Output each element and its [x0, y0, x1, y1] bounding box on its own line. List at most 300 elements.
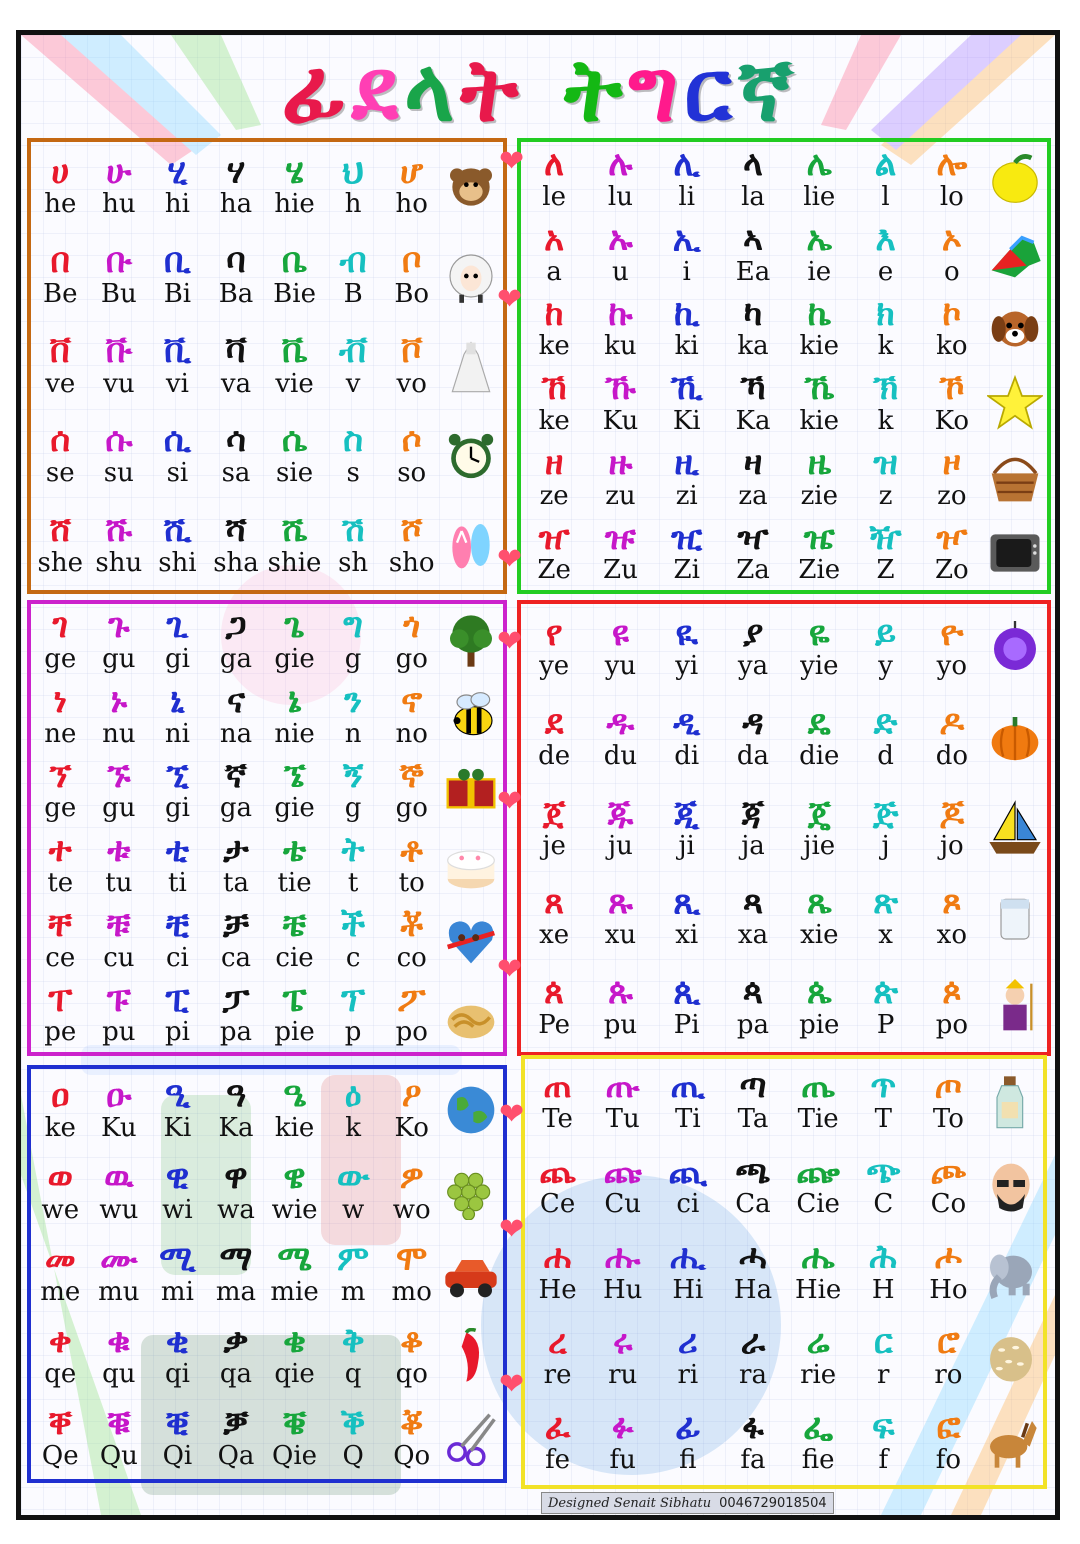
heart-icon: ❤: [497, 282, 523, 317]
latin-transliteration: Ha: [733, 1274, 773, 1305]
letter-cell: [148, 321, 207, 411]
latin-transliteration: jo: [939, 830, 964, 861]
latin-transliteration: kie: [274, 1112, 315, 1143]
fidel-glyph: ጊ: [166, 606, 189, 647]
fidel-glyph: ሾ: [401, 510, 423, 551]
latin-transliteration: la: [741, 181, 765, 212]
star-icon: [987, 375, 1043, 431]
latin-transliteration: to: [398, 867, 425, 898]
fidel-glyph: ጋ: [225, 606, 247, 647]
title-char-1: ፊ: [281, 41, 348, 141]
letter-cell: [382, 1233, 441, 1315]
latin-transliteration: Ka: [218, 1112, 254, 1143]
latin-transliteration: na: [219, 718, 253, 749]
letter-cell: [324, 1069, 383, 1151]
latin-transliteration: fo: [935, 1444, 962, 1475]
letter-cell: [382, 1397, 441, 1479]
letter-cell: [207, 411, 266, 501]
latin-transliteration: sa: [221, 458, 251, 489]
letter-cell: [851, 1059, 916, 1144]
horse-icon: [983, 1414, 1039, 1470]
letter-cell: [207, 753, 266, 828]
letter-cell: [324, 321, 383, 411]
latin-transliteration: Hu: [603, 1274, 643, 1305]
fidel-glyph: ጡ: [605, 1066, 640, 1107]
latin-transliteration: e: [877, 256, 894, 287]
fidel-glyph: ቮ: [401, 330, 423, 371]
latin-transliteration: Z: [876, 555, 895, 586]
letter-cell: [148, 604, 207, 679]
fidel-glyph: ዴ: [807, 703, 831, 744]
title-char-3: ላ: [404, 41, 457, 141]
latin-transliteration: si: [166, 458, 189, 489]
fidel-glyph: ዓ: [225, 1074, 247, 1115]
letter-cell: [851, 1144, 916, 1229]
latin-transliteration: Ze: [537, 555, 571, 586]
panel-le-family: [517, 138, 1051, 594]
heart-icon: ❤: [497, 952, 523, 987]
latin-transliteration: re: [543, 1359, 572, 1390]
panel-ye-family: [517, 600, 1051, 1056]
letter-cell: [655, 1315, 720, 1400]
letter-cell: [324, 1315, 383, 1397]
latin-transliteration: no: [395, 718, 428, 749]
letter-cell: [382, 232, 441, 322]
letter-cell: [786, 1400, 851, 1485]
bee-icon: [443, 688, 499, 744]
letter-cell: [148, 903, 207, 978]
fidel-glyph: ሔ: [801, 1236, 835, 1277]
letter-cell: [916, 1315, 981, 1400]
latin-transliteration: yu: [604, 651, 637, 682]
letter-grid: [525, 1059, 981, 1485]
fidel-glyph: ጂ: [674, 792, 700, 833]
fidel-glyph: ጤ: [801, 1066, 835, 1107]
letter-cell: [207, 679, 266, 754]
letter-cell: [919, 783, 985, 873]
fidel-glyph: ቲ: [165, 830, 189, 871]
letter-cell: [919, 515, 985, 590]
letter-cell: [265, 321, 324, 411]
latin-transliteration: cu: [103, 942, 135, 973]
letter-cell: [916, 1400, 981, 1485]
latin-transliteration: Qa: [217, 1440, 255, 1471]
fidel-glyph: ዘ: [544, 442, 564, 483]
letter-cell: [654, 694, 720, 784]
fidel-glyph: ቱ: [107, 830, 131, 871]
letter-cell: [265, 142, 324, 232]
fidel-glyph: ቂ: [165, 1320, 189, 1361]
television-icon: [987, 525, 1043, 581]
fidel-glyph: ዮ: [940, 613, 964, 654]
latin-transliteration: H: [871, 1274, 895, 1305]
latin-transliteration: wi: [162, 1194, 193, 1225]
latin-transliteration: Hie: [794, 1274, 842, 1305]
letter-cell: [852, 604, 918, 694]
letter-cell: [265, 500, 324, 590]
letter-cell: [851, 1229, 916, 1314]
latin-transliteration: q: [344, 1358, 362, 1389]
letter-cell: [148, 1397, 207, 1479]
latin-transliteration: o: [944, 256, 960, 287]
latin-transliteration: ro: [934, 1359, 963, 1390]
fidel-glyph: ሴ: [281, 420, 308, 461]
letter-cell: [382, 679, 441, 754]
eritrea-map-icon: [987, 226, 1043, 282]
letter-cell: [919, 604, 985, 694]
letter-cell: [587, 604, 653, 694]
letter-cell: [852, 694, 918, 784]
letter-cell: [720, 1144, 785, 1229]
latin-transliteration: qa: [219, 1358, 253, 1389]
fidel-glyph: ማ: [219, 1238, 253, 1279]
letter-cell: [31, 500, 90, 590]
latin-transliteration: sh: [338, 547, 369, 578]
latin-transliteration: m: [340, 1276, 366, 1307]
latin-transliteration: fa: [740, 1444, 766, 1475]
letter-cell: [654, 783, 720, 873]
alphabet-poster: [16, 30, 1060, 1520]
letter-cell: [90, 1151, 149, 1233]
fidel-glyph: ዙ: [608, 442, 633, 483]
fidel-glyph: ጀ: [542, 792, 566, 833]
fidel-glyph: ጮ: [930, 1151, 967, 1192]
letter-cell: [521, 217, 587, 292]
letter-cell: [590, 1400, 655, 1485]
letter-grid: [31, 604, 441, 1052]
basket-icon: [987, 450, 1043, 506]
fidel-glyph: ዳ: [742, 703, 764, 744]
latin-transliteration: p: [344, 1017, 362, 1048]
fidel-glyph: ፐ: [48, 979, 73, 1020]
letter-cell: [852, 142, 918, 217]
letter-cell: [587, 291, 653, 366]
latin-transliteration: g: [344, 793, 362, 824]
latin-transliteration: da: [736, 740, 770, 771]
fidel-glyph: ተ: [48, 830, 72, 871]
letter-cell: [382, 753, 441, 828]
letter-cell: [852, 366, 918, 441]
letter-cell: [324, 142, 383, 232]
latin-transliteration: hie: [274, 189, 315, 220]
latin-transliteration: gie: [274, 793, 315, 824]
fidel-glyph: ቖ: [400, 1402, 424, 1443]
letter-cell: [587, 366, 653, 441]
letter-cell: [148, 977, 207, 1052]
letter-cell: [587, 873, 653, 963]
letter-cell: [265, 1233, 324, 1315]
fidel-glyph: ያ: [742, 613, 764, 654]
fidel-glyph: ቀ: [48, 1320, 72, 1361]
letter-cell: [786, 694, 852, 784]
latin-transliteration: Be: [43, 278, 78, 309]
letter-cell: [852, 217, 918, 292]
latin-transliteration: ke: [538, 405, 570, 436]
letter-cell: [655, 1400, 720, 1485]
latin-transliteration: je: [542, 830, 566, 861]
letter-cell: [31, 321, 90, 411]
letter-cell: [852, 873, 918, 963]
letter-cell: [919, 217, 985, 292]
lemon-icon: [987, 151, 1043, 207]
fidel-glyph: ሙ: [100, 1238, 138, 1279]
latin-transliteration: shie: [267, 547, 322, 578]
letter-cell: [654, 604, 720, 694]
fidel-glyph: ዉ: [104, 1156, 134, 1197]
letter-cell: [521, 366, 587, 441]
latin-transliteration: Ku: [101, 1112, 137, 1143]
latin-transliteration: qu: [102, 1358, 136, 1389]
fidel-glyph: ፔ: [282, 979, 307, 1020]
fidel-glyph: ስ: [343, 420, 364, 461]
fidel-glyph: ቴ: [283, 830, 307, 871]
letter-cell: [90, 753, 149, 828]
heart-icon: ❤: [499, 1367, 525, 1402]
latin-transliteration: ca: [220, 942, 252, 973]
latin-transliteration: rie: [800, 1359, 837, 1390]
latin-transliteration: Ki: [672, 405, 701, 436]
fidel-glyph: ዝ: [873, 442, 898, 483]
latin-transliteration: ho: [395, 189, 428, 220]
letter-cell: [587, 217, 653, 292]
latin-transliteration: do: [935, 740, 968, 771]
latin-transliteration: pa: [736, 1009, 770, 1040]
fidel-glyph: ሱ: [105, 420, 133, 461]
fidel-glyph: ጌ: [284, 606, 305, 647]
fidel-glyph: ኾ: [939, 368, 965, 409]
fidel-glyph: ጪ: [668, 1151, 708, 1192]
latin-transliteration: va: [220, 368, 252, 399]
latin-transliteration: hi: [164, 189, 190, 220]
fidel-glyph: ኪ: [673, 293, 700, 334]
car-icon: [443, 1246, 499, 1302]
latin-transliteration: Ti: [675, 1104, 701, 1135]
latin-transliteration: ko: [936, 331, 968, 362]
latin-transliteration: i: [682, 256, 691, 287]
fidel-glyph: ኣ: [743, 218, 763, 259]
fidel-glyph: ሉ: [608, 144, 633, 185]
latin-transliteration: Zie: [798, 555, 841, 586]
fidel-glyph: ቩ: [105, 330, 133, 371]
letter-cell: [655, 1059, 720, 1144]
fidel-glyph: ለ: [544, 144, 565, 185]
latin-transliteration: fie: [801, 1444, 835, 1475]
letter-cell: [786, 217, 852, 292]
latin-transliteration: zu: [605, 480, 636, 511]
letter-cell: [654, 873, 720, 963]
fidel-glyph: ቆ: [400, 1320, 424, 1361]
fidel-glyph: ር: [873, 1322, 893, 1363]
letter-cell: [654, 291, 720, 366]
panel-te-family: [521, 1055, 1047, 1489]
letter-cell: [265, 1397, 324, 1479]
latin-transliteration: nu: [102, 718, 136, 749]
letter-cell: [654, 441, 720, 516]
letter-cell: [31, 753, 90, 828]
fidel-glyph: ቬ: [281, 330, 308, 371]
fidel-glyph: ዪ: [675, 613, 698, 654]
latin-transliteration: ge: [44, 793, 77, 824]
fidel-glyph: ዢ: [671, 517, 703, 558]
latin-transliteration: po: [395, 1017, 428, 1048]
fidel-glyph: ጴ: [806, 972, 832, 1013]
latin-transliteration: Hi: [672, 1274, 704, 1305]
fidel-glyph: ሄ: [285, 151, 304, 192]
letter-cell: [324, 753, 383, 828]
letter-cell: [90, 1397, 149, 1479]
fidel-glyph: ቢ: [164, 241, 191, 282]
latin-transliteration: gu: [102, 643, 136, 674]
latin-transliteration: yie: [800, 651, 839, 682]
letter-cell: [382, 828, 441, 903]
fidel-glyph: ጼ: [806, 882, 832, 923]
heart-icon: ❤: [497, 542, 523, 577]
letter-cell: [525, 1144, 590, 1229]
latin-transliteration: gi: [164, 793, 190, 824]
letter-cell: [31, 679, 90, 754]
fidel-glyph: ሞ: [396, 1238, 428, 1279]
fidel-glyph: ኽ: [873, 368, 899, 409]
fidel-glyph: ኹ: [605, 368, 636, 409]
latin-transliteration: ji: [678, 830, 695, 861]
bald-man-icon: [983, 1159, 1039, 1215]
fidel-glyph: ሂ: [167, 151, 188, 192]
latin-transliteration: xa: [737, 920, 769, 951]
latin-transliteration: ju: [608, 830, 633, 861]
title-char-7: ር: [684, 41, 734, 141]
latin-transliteration: Tie: [797, 1104, 839, 1135]
fidel-glyph: ት: [341, 830, 365, 871]
fidel-glyph: ል: [874, 144, 897, 185]
latin-transliteration: shu: [95, 547, 143, 578]
latin-transliteration: gi: [164, 643, 190, 674]
latin-transliteration: se: [45, 458, 75, 489]
fidel-glyph: ጠ: [543, 1066, 572, 1107]
fidel-glyph: ኸ: [541, 368, 567, 409]
fidel-glyph: መ: [44, 1238, 76, 1279]
letter-cell: [521, 291, 587, 366]
latin-transliteration: go: [395, 643, 428, 674]
latin-transliteration: Ce: [539, 1189, 576, 1220]
latin-transliteration: s: [346, 458, 360, 489]
letter-cell: [382, 1151, 441, 1233]
latin-transliteration: C: [873, 1189, 894, 1220]
fidel-glyph: ቸ: [48, 904, 72, 945]
letter-cell: [786, 441, 852, 516]
fidel-glyph: ፖ: [397, 979, 426, 1020]
latin-transliteration: Cie: [796, 1189, 840, 1220]
fidel-glyph: እ: [875, 218, 896, 259]
fidel-glyph: ዤ: [803, 517, 835, 558]
letter-cell: [786, 962, 852, 1052]
latin-transliteration: li: [678, 181, 696, 212]
fidel-glyph: ጫ: [735, 1151, 771, 1192]
fidel-glyph: ሰ: [50, 420, 71, 461]
fidel-glyph: ድ: [873, 703, 898, 744]
latin-transliteration: y: [878, 651, 893, 682]
letter-cell: [720, 873, 786, 963]
latin-transliteration: lo: [939, 181, 964, 212]
fidel-glyph: ቼ: [282, 904, 307, 945]
fidel-glyph: ኼ: [804, 368, 835, 409]
tree-icon: [443, 613, 499, 669]
latin-transliteration: Ba: [218, 278, 254, 309]
latin-transliteration: he: [44, 189, 77, 220]
cup-icon: [987, 890, 1043, 946]
letter-cell: [207, 977, 266, 1052]
letter-cell: [654, 515, 720, 590]
latin-transliteration: vo: [396, 368, 427, 399]
fidel-glyph: ቅ: [341, 1320, 365, 1361]
letter-cell: [90, 1233, 149, 1315]
letter-cell: [90, 321, 149, 411]
latin-transliteration: mi: [160, 1276, 194, 1307]
chocolate-box-icon: [443, 912, 499, 968]
latin-transliteration: cie: [275, 942, 314, 973]
latin-transliteration: pie: [274, 1017, 315, 1048]
letter-cell: [590, 1229, 655, 1314]
letter-cell: [90, 142, 149, 232]
letter-cell: [382, 411, 441, 501]
latin-transliteration: ka: [737, 331, 769, 362]
letter-cell: [324, 604, 383, 679]
poster-title: [21, 41, 1055, 141]
latin-transliteration: ma: [215, 1276, 257, 1307]
title-char-6: ግ: [628, 41, 681, 141]
latin-transliteration: ga: [219, 643, 253, 674]
latin-transliteration: di: [674, 740, 700, 771]
latin-transliteration: l: [881, 181, 890, 212]
latin-transliteration: tu: [105, 867, 133, 898]
fidel-glyph: ሕ: [869, 1236, 898, 1277]
latin-transliteration: kie: [799, 405, 840, 436]
latin-transliteration: she: [37, 547, 84, 578]
latin-transliteration: t: [347, 867, 359, 898]
fidel-glyph: ጁ: [607, 792, 634, 833]
fidel-glyph: ጅ: [872, 792, 899, 833]
fidel-glyph: ሖ: [934, 1236, 962, 1277]
letter-cell: [720, 142, 786, 217]
latin-transliteration: sha: [213, 547, 259, 578]
fidel-glyph: ዥ: [869, 517, 902, 558]
latin-transliteration: pa: [219, 1017, 253, 1048]
letter-cell: [521, 873, 587, 963]
fidel-glyph: ፑ: [106, 979, 131, 1020]
monkey-icon: [443, 159, 499, 215]
fidel-glyph: ክ: [876, 293, 895, 334]
letter-cell: [720, 291, 786, 366]
letter-cell: [382, 1069, 441, 1151]
latin-transliteration: zie: [800, 480, 838, 511]
letter-cell: [521, 783, 587, 873]
panel-ae-family: [27, 1065, 507, 1483]
latin-transliteration: Ki: [163, 1112, 192, 1143]
fidel-glyph: ረ: [548, 1322, 568, 1363]
fidel-glyph: ሓ: [739, 1236, 767, 1277]
fidel-glyph: ዣ: [737, 517, 769, 558]
fidel-glyph: ይ: [875, 613, 897, 654]
latin-transliteration: Co: [930, 1189, 967, 1220]
latin-transliteration: ge: [44, 643, 77, 674]
letter-cell: [31, 1397, 90, 1479]
letter-cell: [148, 1069, 207, 1151]
letter-cell: [654, 962, 720, 1052]
latin-transliteration: xe: [539, 920, 570, 951]
letter-cell: [521, 962, 587, 1052]
latin-transliteration: ne: [44, 718, 77, 749]
fidel-glyph: ዠ: [538, 517, 570, 558]
latin-transliteration: ce: [45, 942, 76, 973]
